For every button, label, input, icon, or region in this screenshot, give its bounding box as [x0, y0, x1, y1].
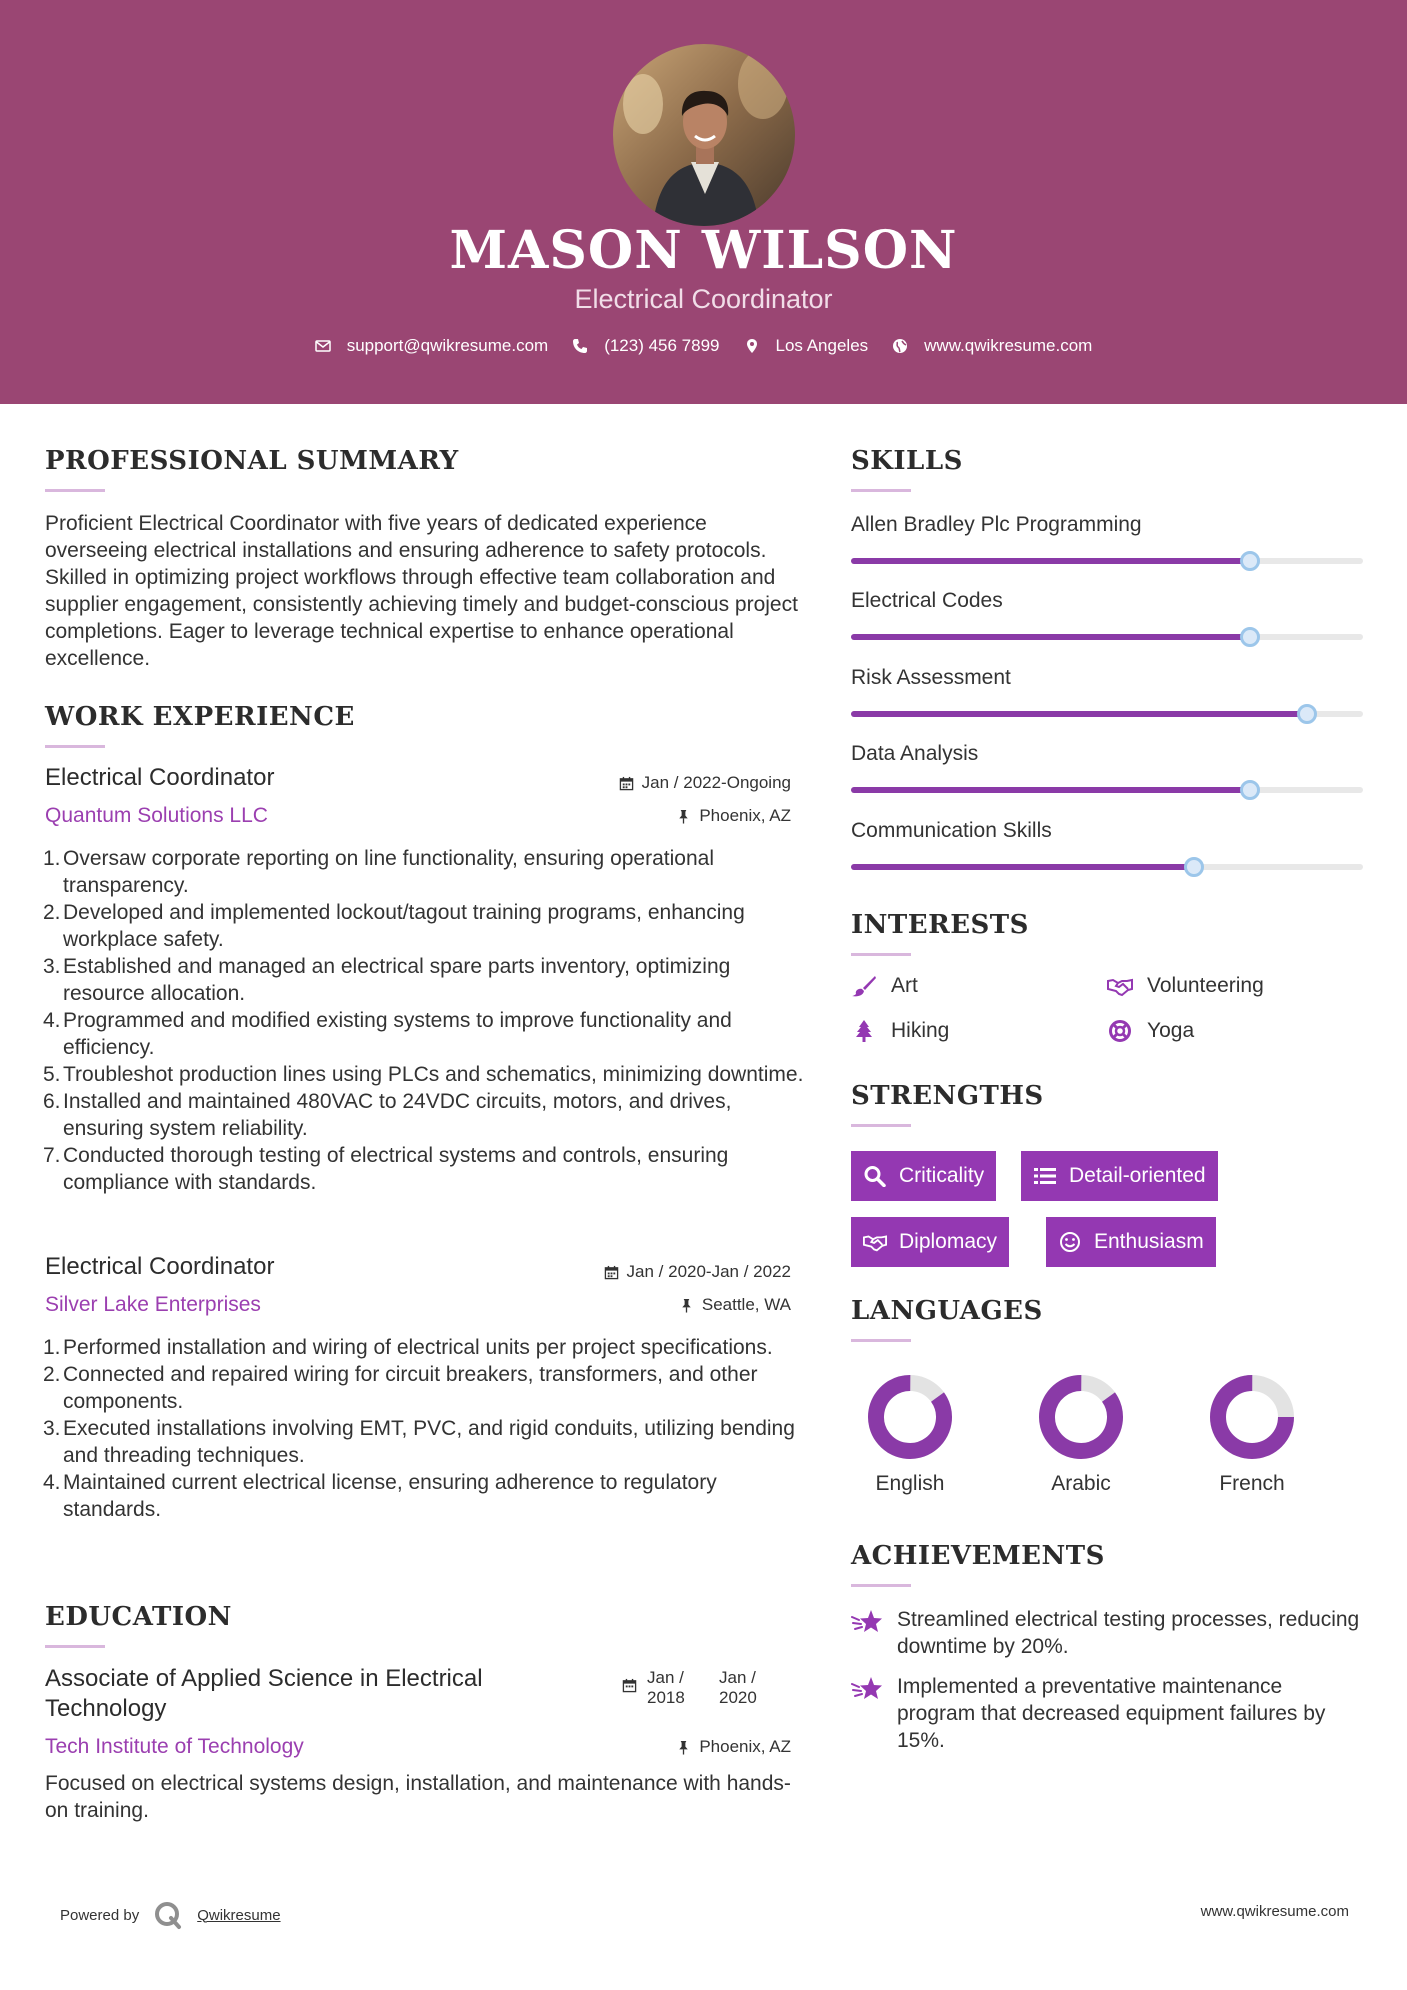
experience-divider: [45, 745, 105, 748]
candidate-name: MASON WILSON: [449, 220, 958, 281]
interest-label: Art: [891, 974, 918, 997]
skill-bar: [851, 864, 1363, 870]
skill-bar: [851, 787, 1363, 793]
profile-photo: [613, 44, 795, 226]
powered-by-text: Powered by: [60, 1906, 140, 1924]
education-date-end: Jan / 2020: [719, 1668, 757, 1707]
calendar-icon: [622, 1678, 637, 1693]
skill-bar-fill: [851, 634, 1250, 640]
languages-divider: [851, 1339, 911, 1342]
map-pin-icon: [744, 338, 760, 354]
list-item: 4. Programmed and modified existing systems to improve functionality and efficiency.: [43, 1009, 732, 1059]
list-item: 3. Established and managed an electrical spare parts inventory, optimizing resource allocation.: [43, 955, 731, 1005]
job-location-text: Phoenix, AZ: [699, 806, 791, 825]
skills-divider: [851, 489, 911, 492]
skill-bar-fill: [851, 787, 1250, 793]
education-date: [622, 1668, 781, 1708]
skill-bar: [851, 558, 1363, 564]
education-location-text: Phoenix, AZ: [699, 1737, 791, 1756]
interest-item: [1107, 1019, 1194, 1043]
interest-label: Yoga: [1147, 1019, 1195, 1042]
achievement-text: Streamlined electrical testing processes, reducing downtime by 20%.: [897, 1608, 1360, 1658]
contact-email-text: support@qwikresume.com: [346, 336, 549, 355]
strength-tag: [851, 1151, 996, 1201]
skill-name: Electrical Codes: [851, 589, 1003, 612]
footer-powered-by: [60, 1900, 281, 1930]
list-icon: [1033, 1165, 1057, 1187]
list-item: 7. Conducted thorough testing of electrical systems and controls, ensuring compliance with standards.: [43, 1144, 729, 1194]
language-item: [845, 1372, 975, 1512]
experience-heading: WORK EXPERIENCE: [45, 702, 355, 732]
skill-name: Communication Skills: [851, 819, 1052, 842]
language-name: Arabic: [1051, 1472, 1111, 1495]
candidate-role: Electrical Coordinator: [574, 284, 833, 314]
footer-website[interactable]: www.qwikresume.com: [1200, 1903, 1349, 1920]
skill-name: Allen Bradley Plc Programming: [851, 513, 1142, 536]
languages-heading: LANGUAGES: [851, 1296, 1043, 1326]
strength-label: Detail-oriented: [1069, 1164, 1206, 1187]
job-duties-list: [45, 845, 805, 1196]
skill-bar-knob: [1297, 704, 1317, 724]
job-location-text: Seattle, WA: [701, 1295, 791, 1314]
education-date-start: Jan / 2018: [647, 1668, 685, 1707]
education-divider: [45, 1645, 105, 1648]
list-item: 1. Performed installation and wiring of electrical units per project specifications.: [43, 1336, 773, 1359]
language-donut-arc: [865, 1372, 955, 1462]
calendar-icon: [604, 1265, 619, 1280]
achievement-item: [851, 1606, 1361, 1660]
interest-label: Volunteering: [1147, 974, 1264, 997]
search-icon: [863, 1165, 887, 1187]
shooting-star-icon: [851, 1608, 883, 1636]
skill-bar-fill: [851, 558, 1250, 564]
job-title: Electrical Coordinator: [45, 764, 275, 791]
strengths-divider: [851, 1124, 911, 1127]
job-date: [500, 773, 791, 793]
skill-bar-knob: [1184, 857, 1204, 877]
contact-location: [744, 336, 869, 356]
company-name: Quantum Solutions LLC: [45, 804, 268, 827]
interests-heading: INTERESTS: [851, 910, 1029, 940]
skill-name: Data Analysis: [851, 742, 979, 765]
list-item: 2. Developed and implemented lockout/tagout training programs, enhancing workplace safety.: [43, 901, 745, 951]
interest-item: [1107, 974, 1264, 998]
achievement-item: [851, 1673, 1361, 1754]
job-date: [500, 1262, 791, 1282]
contact-location-text: Los Angeles: [775, 336, 869, 355]
qwikresume-logo-icon: [153, 1900, 183, 1930]
skill-name: Risk Assessment: [851, 666, 1011, 689]
contact-phone[interactable]: [572, 336, 719, 356]
list-item: 3. Executed installations involving EMT, PVC, and rigid conduits, utilizing bending and threading techniques.: [43, 1417, 795, 1467]
achievements-heading: ACHIEVEMENTS: [851, 1541, 1105, 1571]
job-duties-list: [45, 1334, 805, 1523]
contact-website[interactable]: [892, 336, 1092, 356]
strength-tag: [1021, 1151, 1218, 1201]
language-name: French: [1219, 1472, 1285, 1495]
strength-tag: [851, 1217, 1009, 1267]
language-donut-arc: [1036, 1372, 1126, 1462]
education-location: [500, 1737, 791, 1757]
education-description: Focused on electrical systems design, installation, and maintenance with hands-on training.: [45, 1772, 791, 1822]
job-title: Electrical Coordinator: [45, 1253, 275, 1280]
strength-label: Criticality: [899, 1164, 985, 1187]
handshake-icon: [863, 1231, 887, 1253]
contact-phone-text: (123) 456 7899: [604, 336, 720, 355]
envelope-icon: [315, 338, 331, 354]
achievements-divider: [851, 1584, 911, 1587]
language-donut: [1036, 1372, 1126, 1462]
handshake-icon: [1107, 975, 1133, 997]
strength-label: Enthusiasm: [1094, 1230, 1204, 1253]
pushpin-icon: [676, 809, 691, 824]
job-location: [500, 1295, 791, 1315]
skills-heading: SKILLS: [851, 446, 963, 476]
calendar-icon: [619, 776, 634, 791]
list-item: 5. Troubleshot production lines using PLCs and schematics, minimizing downtime.: [43, 1063, 804, 1086]
strength-tag: [1046, 1217, 1216, 1267]
job-date-text: Jan / 2022-Ongoing: [641, 773, 791, 792]
paintbrush-icon: [851, 975, 877, 997]
language-name: English: [875, 1472, 945, 1495]
footer-brand-link[interactable]: Qwikresume: [197, 1906, 281, 1924]
strength-label: Diplomacy: [899, 1230, 998, 1253]
skill-bar: [851, 711, 1363, 717]
skill-bar-fill: [851, 711, 1307, 717]
language-donut: [865, 1372, 955, 1462]
tree-icon: [851, 1020, 877, 1042]
education-heading: EDUCATION: [45, 1602, 232, 1632]
shooting-star-icon: [851, 1675, 883, 1703]
interest-item: [851, 974, 918, 998]
contact-bar: [0, 336, 1407, 356]
summary-text: Proficient Electrical Coordinator with five years of dedicated experience overseeing electrical installations and ensuring adherence to safety protocols. Skilled in optimizing project workflows through effective team collaboration and supplier engagement, consistently achieving timely and budget-conscious project completions. Eager to leverage technical expertise to enhance operational excellence.: [45, 512, 798, 670]
skill-bar-knob: [1240, 627, 1260, 647]
contact-website-text: www.qwikresume.com: [924, 336, 1093, 355]
skill-bar-fill: [851, 864, 1194, 870]
skill-bar-knob: [1240, 551, 1260, 571]
list-item: 6. Installed and maintained 480VAC to 24VDC circuits, motors, and drives, ensuring system reliability.: [43, 1090, 732, 1140]
lifering-icon: [1107, 1020, 1133, 1042]
contact-email[interactable]: [315, 336, 549, 356]
skill-bar: [851, 634, 1363, 640]
summary-heading: PROFESSIONAL SUMMARY: [45, 446, 459, 476]
skill-bar-knob: [1240, 780, 1260, 800]
resume-header: [0, 0, 1407, 404]
job-location: [500, 806, 791, 826]
achievement-text: Implemented a preventative maintenance program that decreased equipment failures by 15%.: [897, 1675, 1326, 1752]
job-date-text: Jan / 2020-Jan / 2022: [626, 1262, 791, 1281]
interests-divider: [851, 953, 911, 956]
company-name: Silver Lake Enterprises: [45, 1293, 261, 1316]
pushpin-icon: [679, 1298, 694, 1313]
list-item: 4. Maintained current electrical license, ensuring adherence to regulatory standards.: [43, 1471, 717, 1521]
summary-divider: [45, 489, 105, 492]
list-item: 2. Connected and repaired wiring for circuit breakers, transformers, and other components.: [43, 1363, 758, 1413]
strengths-heading: STRENGTHS: [851, 1081, 1044, 1111]
language-donut: [1207, 1372, 1297, 1462]
phone-icon: [572, 338, 588, 354]
pushpin-icon: [676, 1740, 691, 1755]
list-item: 1. Oversaw corporate reporting on line functionality, ensuring operational transparency.: [43, 847, 714, 897]
school-name: Tech Institute of Technology: [45, 1735, 304, 1758]
globe-icon: [892, 338, 908, 354]
smile-icon: [1058, 1231, 1082, 1253]
degree-title: Associate of Applied Science in Electrical Technology: [45, 1665, 483, 1722]
language-item: [1187, 1372, 1317, 1512]
language-item: [1016, 1372, 1146, 1512]
interest-label: Hiking: [891, 1019, 950, 1042]
interest-item: [851, 1019, 949, 1043]
